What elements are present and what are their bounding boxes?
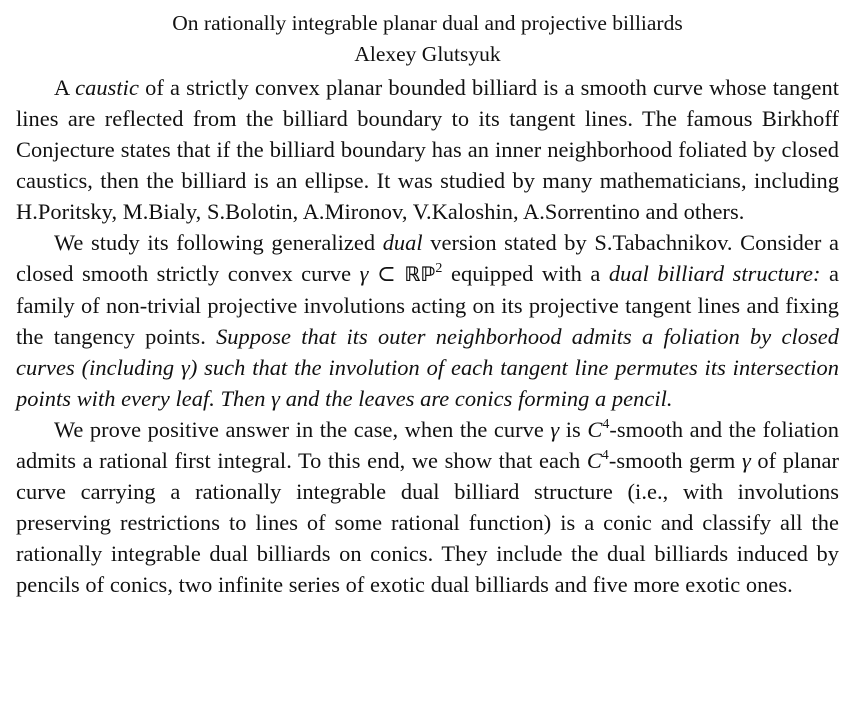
p3-text-d: -smooth germ xyxy=(608,448,742,473)
symbol-rp: ℝℙ xyxy=(404,262,436,286)
p2-text-c: equipped with a xyxy=(442,261,609,286)
symbol-gamma: γ xyxy=(550,417,560,442)
hypothesis-statement: Suppose that its outer neighborhood admits a foliation by closed curves (including γ) such that the involution of each tangent line permutes its intersection points with every leaf. Then γ and the leaves are conics forming a pencil. xyxy=(16,324,839,411)
symbol-gamma: γ xyxy=(359,261,369,286)
abstract-paragraph-3 xyxy=(16,414,839,600)
p2-text-a: We study its following generalized xyxy=(54,230,383,255)
symbol-c-exponent: 4 xyxy=(601,448,609,463)
paper-title: On rationally integrable planar dual and projective billiards xyxy=(172,11,683,35)
paper-author: Alexey Glutsyuk xyxy=(354,42,501,66)
abstract-paragraph-1 xyxy=(16,72,839,227)
symbol-subset: ⊂ xyxy=(368,261,405,286)
symbol-rp-exponent: 2 xyxy=(435,261,443,276)
term-dual-billiard-structure: dual billiard structure: xyxy=(608,261,821,286)
symbol-c-exponent: 4 xyxy=(602,417,610,432)
p2-text-d: a family of non-trivial projective involutions acting on its projective tangent lines and fixing the tangency points. xyxy=(16,261,840,349)
p3-text-a: We prove positive answer in the case, when the curve xyxy=(54,417,551,442)
term-caustic: caustic xyxy=(75,75,139,100)
p1-text-a: A xyxy=(54,75,76,100)
p3-text-b: is xyxy=(559,417,588,442)
p3-text-c: -smooth and the foliation admits a rational first integral. To this end, we show that each xyxy=(16,417,839,473)
abstract-paragraph-2 xyxy=(16,227,839,414)
p2-text-b: version stated by S.Tabachnikov. Consider a closed smooth strictly convex curve xyxy=(16,230,840,286)
symbol-c: C xyxy=(587,417,603,442)
p1-text-b: of a strictly convex planar bounded billiard is a smooth curve whose tangent lines are reflected from the billiard boundary to its tangent lines. The famous Birkhoff Conjecture states that if the billiard boundary has an inner neighborhood foliated by closed caustics, then the billiard is an ellipse. It was studied by many mathematicians, including H.Poritsky, M.Bialy, S.Bolotin, A.Mironov, V.Kaloshin, A.Sorrentino and others. xyxy=(16,75,840,224)
symbol-gamma: γ xyxy=(741,448,751,473)
p3-text-e: of planar curve carrying a rationally integrable dual billiard structure (i.e., with involutions preserving restrictions to lines of some rational function) is a conic and classify all the rationally integrable dual billiards on conics. They include the dual billiards induced by pencils of conics, two infinite series of exotic dual billiards and five more exotic ones. xyxy=(16,448,839,597)
symbol-c: C xyxy=(586,448,602,473)
term-dual: dual xyxy=(382,230,423,255)
